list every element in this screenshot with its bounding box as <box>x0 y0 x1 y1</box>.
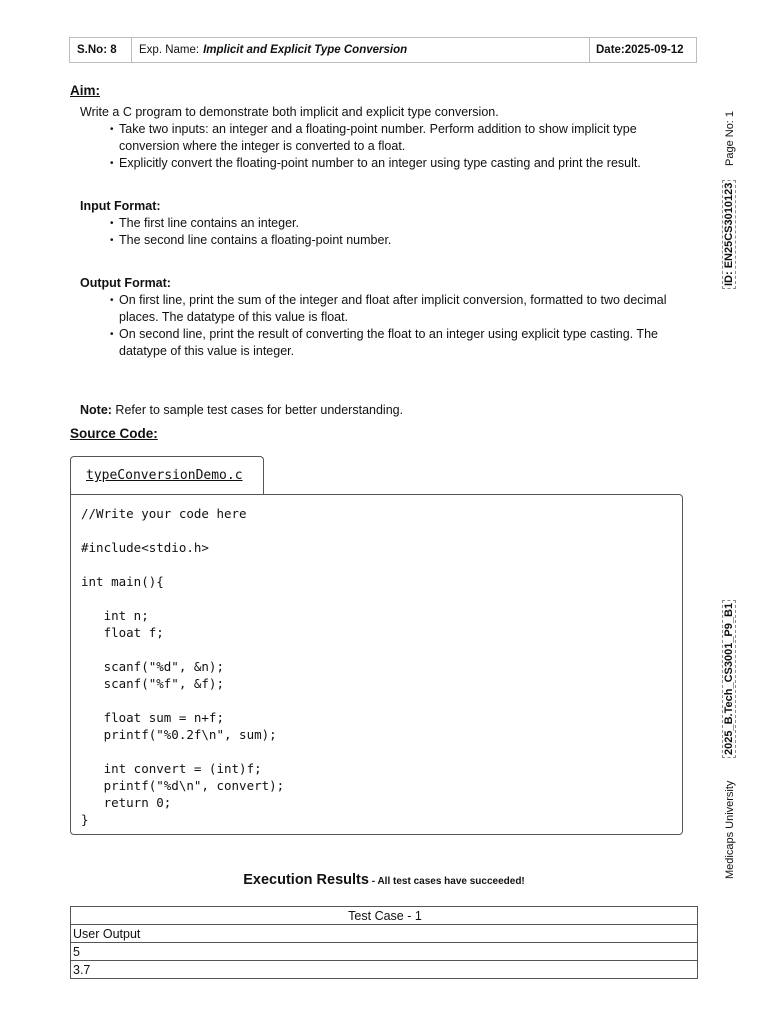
execution-status: - All test cases have succeeded! <box>368 876 525 887</box>
list-item: • The first line contains an integer. <box>110 215 670 232</box>
university-name: Medicaps University <box>724 780 736 879</box>
execution-results-title: Execution Results <box>243 872 369 888</box>
serial-number: S.No: 8 <box>70 38 132 62</box>
table-row <box>71 943 698 961</box>
output-value: 3.7 <box>71 961 698 979</box>
note-text: Refer to sample test cases for better understanding. <box>111 403 404 417</box>
input-format-list <box>110 215 670 249</box>
file-tab[interactable] <box>70 456 264 494</box>
table-row <box>71 907 698 925</box>
experiment-name-cell <box>132 38 590 62</box>
source-code: //Write your code here #include<stdio.h> int main(){ int n; float f; scanf("%d", &n); scanf("%f", &f); float sum = n+f; printf("%0.2f\n", sum); int convert = (int)f; printf("%d\n", convert); return 0; } <box>81 506 285 827</box>
test-case-title: Test Case - 1 <box>71 907 698 925</box>
note-label: Note: <box>80 403 112 417</box>
code-editor <box>70 494 683 835</box>
student-id: ID: EN25CS3010123 <box>722 180 736 289</box>
experiment-name: Implicit and Explicit Type Conversion <box>203 44 408 56</box>
experiment-header <box>69 37 697 63</box>
note <box>80 402 403 419</box>
table-row <box>71 961 698 979</box>
output-format-title: Output Format: <box>80 276 171 290</box>
file-name: typeConversionDemo.c <box>86 468 243 483</box>
page-number: Page No: 1 <box>724 110 736 166</box>
list-item: • The second line contains a floating-point number. <box>110 232 670 249</box>
table-row <box>71 925 698 943</box>
experiment-name-prefix: Exp. Name: <box>139 44 200 56</box>
list-item: • On first line, print the sum of the integer and float after implicit conversion, formatted to two decimal places. The datatype of this value is float. <box>110 292 685 326</box>
input-format-title: Input Format: <box>80 199 161 213</box>
aim-list <box>110 121 670 172</box>
list-item: • Take two inputs: an integer and a floating-point number. Perform addition to show implicit type conversion where the integer is converted to a float. <box>110 121 670 155</box>
list-item: • On second line, print the result of converting the float to an integer using explicit type casting. The datatype of this value is integer. <box>110 326 685 360</box>
output-format-list <box>110 292 685 360</box>
source-code-title: Source Code: <box>70 426 158 441</box>
user-output-label: User Output <box>71 925 698 943</box>
aim-intro: Write a C program to demonstrate both implicit and explicit type conversion. <box>80 105 499 119</box>
test-case-table <box>70 906 698 979</box>
execution-results-heading <box>0 872 768 888</box>
list-item: • Explicitly convert the floating-point number to an integer using type casting and print the result. <box>110 155 670 172</box>
experiment-date: Date:2025-09-12 <box>596 44 684 56</box>
batch-code: 2025_B.Tech_CS3001_P9_B1 <box>722 600 736 758</box>
aim-title: Aim: <box>70 83 100 98</box>
output-value: 5 <box>71 943 698 961</box>
